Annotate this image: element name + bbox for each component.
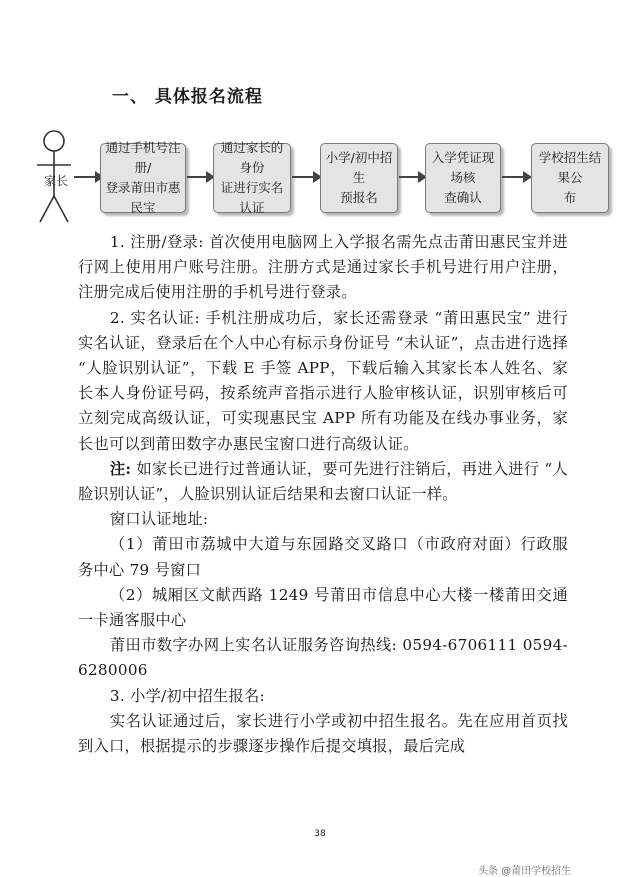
paragraph-note [78, 457, 568, 507]
section3-title: 3. 小学/初中招生报名: [109, 686, 265, 705]
paragraph-verify: 2. 实名认证: 手机注册成功后，家长还需登录 “莆田惠民宝” 进行实名认证，登录后在个人中心有标示身份证号 “未认证”，点击进行选择 “人脸识别认证”，下载 E 手签 APP，下载后输入其家长本人姓名、家长本人身份证号码，按系统声音指示进行人脸审核认证，识别审核后可立刻完成高级认证，可实现惠民宝 APP 所有功能及在线办事业务，家长也可以到莆田数字办惠民宝窗口进行高级认证。 [78, 308, 568, 453]
actor-label: 家长 [44, 174, 69, 188]
flowchart [0, 0, 640, 240]
section3-text: 实名认证通过后，家长进行小学或初中招生报名。先在应用首页找到入口，根据提示的步骤逐步操作后提交填报，最后完成 [78, 711, 568, 756]
flow-step-text: 小学/初中招生 [325, 150, 393, 185]
hotline: 莆田市数字办网上实名认证服务咨询热线: 0594-6706111 0594-6280006 [78, 636, 568, 680]
flow-step-register [100, 140, 186, 215]
address-item: （2）城厢区文献西路 1249 号莆田市信息中心大楼一楼莆田交通一卡通客服中心 [78, 585, 568, 630]
flow-step-text: 布 [563, 190, 577, 205]
address-item: （1）莆田市荔城中大道与东园路交叉路口（市政府对面）行政服务中心 79 号窗口 [78, 535, 568, 579]
flow-arrow [292, 176, 314, 178]
flow-arrow [74, 176, 96, 178]
note-label: 注: [109, 459, 132, 478]
flow-step-text: 证进行实名认证 [220, 180, 284, 215]
note-text: 如家长已进行过普通认证，要可先进行注销后，再进入进行 “人脸识别认证”，人脸识别认证后结果和去窗口认证一样。 [78, 459, 568, 504]
flow-step-text: 预报名 [340, 190, 378, 205]
flow-step-text: 入学凭证现场核 [431, 150, 495, 185]
flow-arrow [502, 176, 524, 178]
flow-step-prereg [320, 143, 398, 213]
flow-step-text: 登录莆田市惠民宝 [105, 180, 181, 215]
flow-arrow [187, 176, 207, 178]
flow-step-results [531, 143, 609, 213]
flow-arrow [399, 176, 419, 178]
flow-step-verify [213, 140, 291, 215]
window-title: 窗口认证地址: [109, 510, 209, 529]
flow-step-text: 学校招生结果公 [538, 150, 602, 185]
section-heading: 一、 具体报名流程 [112, 87, 263, 107]
flow-step-text: 通过家长的身份 [220, 140, 284, 175]
flow-step-text: 通过手机号注册/ [105, 140, 181, 175]
paragraph-register: 1. 注册/登录: 首次使用电脑网上入学报名需先点击莆田惠民宝并进行网上使用用户账号注册。注册方式是通过家长手机号进行用户注册，注册完成后使用注册的手机号进行登录。 [78, 233, 568, 302]
flow-step-text: 查确认 [444, 190, 482, 205]
footer-watermark: 头条 @莆田学校招生 [478, 866, 572, 877]
flow-step-onsite-check [425, 143, 501, 213]
document-body [78, 230, 568, 759]
page-number: 38 [314, 829, 326, 839]
